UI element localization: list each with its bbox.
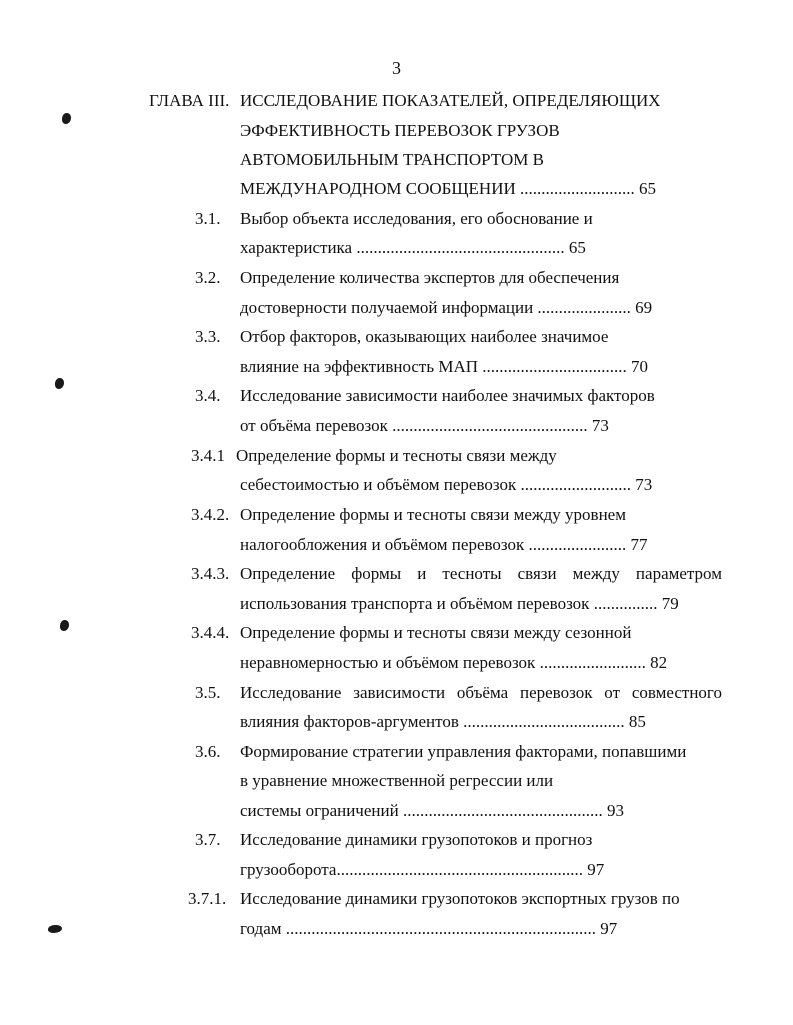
toc-entry-number: 3.7.1. — [188, 889, 227, 908]
scan-mark — [62, 113, 71, 124]
toc-entry-line: влияние на эффективность МАП .................................. 70 — [240, 357, 649, 376]
toc-entry-number: 3.2. — [195, 268, 221, 287]
toc-entry-number: 3.4.1 — [191, 446, 225, 465]
toc-entry-number: 3.4. — [195, 386, 221, 405]
toc-entry-line: годам ......................................................................... 97 — [240, 919, 618, 938]
toc-entry-number: 3.3. — [195, 327, 221, 346]
chapter-title-line: АВТОМОБИЛЬНЫМ ТРАНСПОРТОМ В — [240, 150, 544, 169]
scan-mark — [48, 925, 62, 933]
chapter-title-prefix: ГЛАВА III. — [149, 91, 230, 110]
toc-entry-line: достоверности получаемой информации ...................... 69 — [240, 298, 653, 317]
toc-entry-line: в уравнение множественной регрессии или — [240, 771, 554, 790]
toc-entry-number: 3.4.4. — [191, 623, 230, 642]
toc-entry-line: Определение формы и тесноты связи между уровнем — [240, 505, 626, 524]
chapter-title-line: МЕЖДУНАРОДНОМ СООБЩЕНИИ ........................... 65 — [240, 179, 657, 198]
scan-mark — [60, 620, 69, 631]
toc-entry-line: Выбор объекта исследования, его обоснование и — [240, 209, 593, 228]
toc-entry-line: Отбор факторов, оказывающих наиболее значимое — [240, 327, 609, 346]
toc-entry-line: Исследование зависимости наиболее значимых факторов — [240, 386, 655, 405]
toc-entry-number: 3.4.3. — [191, 564, 230, 583]
toc-entry-line: себестоимостью и объёмом перевозок .......................... 73 — [240, 475, 653, 494]
toc-entry-line: грузооборота.......................................................... 97 — [240, 860, 605, 879]
page-number: 3 — [392, 58, 401, 78]
toc-entry-number: 3.7. — [195, 830, 221, 849]
toc-entry-line: Определение формы и тесноты связи между сезонной — [240, 623, 632, 642]
toc-entry-number: 3.1. — [195, 209, 221, 228]
toc-entry-line: от объёма перевозок .............................................. 73 — [240, 416, 609, 435]
toc-entry-line: системы ограничений ............................................... 93 — [240, 801, 624, 820]
chapter-title-line: ИССЛЕДОВАНИЕ ПОКАЗАТЕЛЕЙ, ОПРЕДЕЛЯЮЩИХ — [240, 91, 661, 110]
toc-entry-line: использования транспорта и объёмом перевозок ............... 79 — [240, 594, 679, 613]
toc-entry-line: Определение формы и тесноты связи между — [236, 446, 557, 465]
toc-entry-line: влияния факторов-аргументов ...................................... 85 — [240, 712, 646, 731]
toc-entry-line: Формирование стратегии управления факторами, попавшими — [240, 742, 687, 761]
toc-entry-number: 3.4.2. — [191, 505, 230, 524]
chapter-title-line: ЭФФЕКТИВНОСТЬ ПЕРЕВОЗОК ГРУЗОВ — [240, 121, 560, 140]
toc-entry-number: 3.5. — [195, 683, 221, 702]
toc-entry-line: Определение количества экспертов для обеспечения — [240, 268, 620, 287]
toc-entry-line: Исследование динамики грузопотоков экспортных грузов по — [240, 889, 680, 908]
toc-entry-line: налогообложения и объёмом перевозок ....................... 77 — [240, 535, 648, 554]
toc-entry-line: характеристика ................................................. 65 — [240, 238, 586, 257]
toc-entry-number: 3.6. — [195, 742, 221, 761]
toc-entry-line: Исследование зависимости объёма перевозок от совместного — [240, 683, 722, 702]
toc-entry-line: неравномерностью и объёмом перевозок ......................... 82 — [240, 653, 668, 672]
toc-entry-line: Исследование динамики грузопотоков и прогноз — [240, 830, 593, 849]
toc-entry-line: Определение формы и тесноты связи между параметром — [240, 564, 722, 583]
scan-mark — [55, 378, 64, 389]
